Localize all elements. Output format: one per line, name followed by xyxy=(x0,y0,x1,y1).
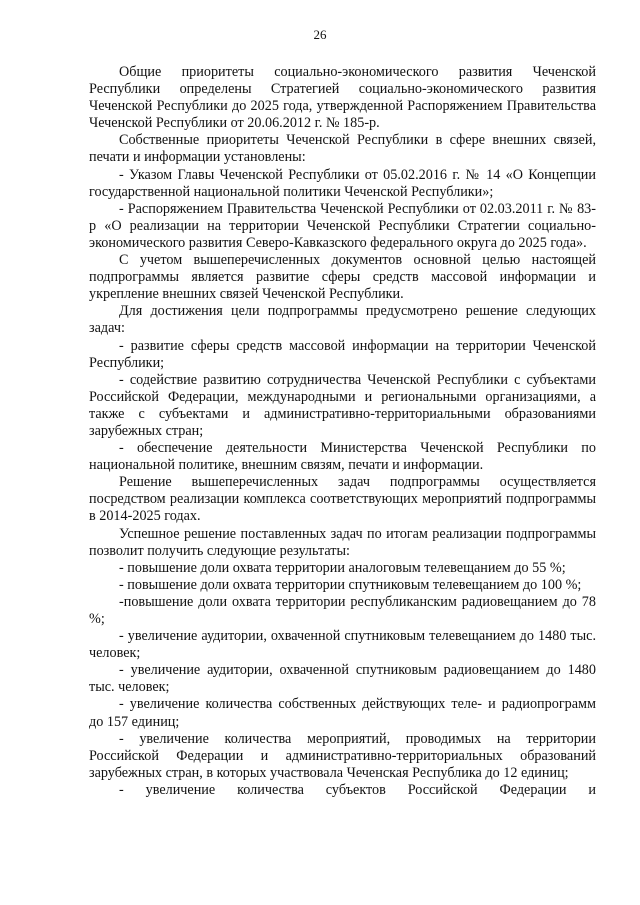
paragraph-own-priorities: Собственные приоритеты Чеченской Республики в сфере внешних связей, печати и информации установлены: xyxy=(89,132,596,166)
document-body xyxy=(89,64,596,799)
list-item-result: - повышение доли охвата территории аналоговым телевещанием до 55 %; xyxy=(119,559,566,576)
list-item-order: - Распоряжением Правительства Чеченской Республики от 02.03.2011 г. № 83-р «О реализации на территории Чеченской Республики Стратегии социально-экономического развития Северо-Кавказского федерального округа до 2025 года». xyxy=(89,200,596,251)
list-item-task: - содействие развитию сотрудничества Чеченской Республики с субъектами Российской Федерации, международными и региональными организациями, а также с субъектами и административно-территориальными образованиями зарубежных стран; xyxy=(89,371,596,439)
paragraph-main-goal: С учетом вышеперечисленных документов основной целью настоящей подпрограммы является развитие сферы средств массовой информации и укрепление внешних связей Чеченской Республики. xyxy=(89,252,596,303)
list-item-result-truncated: - увеличение количества субъектов Российской Федерации и xyxy=(119,781,596,798)
paragraph-general-priorities: Общие приоритеты социально-экономического развития Чеченской Республики определены Стратегией социально-экономического развития Чеченской Республики до 2025 года, утвержденной Распоряжением Правительства Чеченской Республики от 20.06.2012 г. № 185-р. xyxy=(89,64,596,132)
page-number: 26 xyxy=(313,27,327,42)
paragraph-results-intro: Успешное решение поставленных задач по итогам реализации подпрограммы позволит получить следующие результаты: xyxy=(89,525,596,559)
list-item-result: - увеличение аудитории, охваченной спутниковым телевещанием до 1480 тыс. человек; xyxy=(89,628,596,662)
list-item-result: - увеличение количества собственных действующих теле- и радиопрограмм до 157 единиц; xyxy=(89,696,596,730)
paragraph-implementation: Решение вышеперечисленных задач подпрограммы осуществляется посредством реализации комплекса соответствующих мероприятий подпрограммы в 2014-2025 годах. xyxy=(89,474,596,525)
paragraph-tasks-intro: Для достижения цели подпрограммы предусмотрено решение следующих задач: xyxy=(89,303,596,337)
list-item-result: - увеличение аудитории, охваченной спутниковым радиовещанием до 1480 тыс. человек; xyxy=(89,662,596,696)
list-item-decree: - Указом Главы Чеченской Республики от 05.02.2016 г. № 14 «О Концепции государственной национальной политики Чеченской Республики»; xyxy=(89,166,596,200)
list-item-result: -повышение доли охвата территории республиканским радиовещанием до 78 %; xyxy=(89,593,596,627)
list-item-task: - обеспечение деятельности Министерства Чеченской Республики по национальной политике, внешним связям, печати и информации. xyxy=(89,440,596,474)
list-item-task: - развитие сферы средств массовой информации на территории Чеченской Республики; xyxy=(89,337,596,371)
list-item-result: - увеличение количества мероприятий, проводимых на территории Российской Федерации и административно-территориальных образований зарубежных стран, в которых участвовала Чеченская Республика до 12 единиц; xyxy=(89,730,596,781)
list-item-result: - повышение доли охвата территории спутниковым телевещанием до 100 %; xyxy=(119,576,582,593)
